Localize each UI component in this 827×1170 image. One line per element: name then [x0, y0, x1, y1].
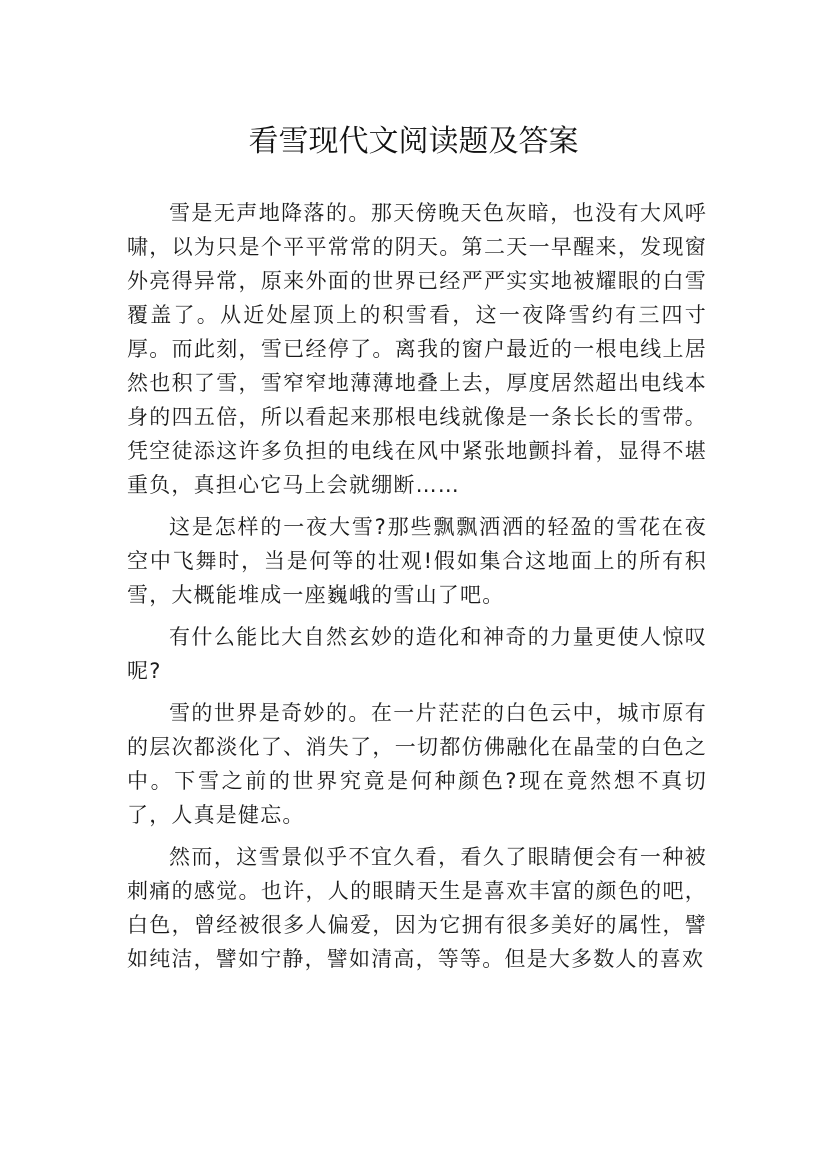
paragraph-4: 雪的世界是奇妙的。在一片茫茫的白色云中，城市原有的层次都淡化了、消失了，一切都仿佛融化在晶莹的白色之中。下雪之前的世界究竟是何种颜色?现在竟然想不真切了，人真是健忘。 [127, 701, 707, 827]
document-title: 看雪现代文阅读题及答案 [248, 124, 579, 160]
paragraph-5: 然而，这雪景似乎不宜久看，看久了眼睛便会有一种被刺痛的感觉。也许，人的眼睛天生是喜欢丰富的颜色的吧，白色，曾经被很多人偏爱，因为它拥有很多美好的属性，譬如纯洁，譬如宁静，譬如清高，等等。但是大多数人的喜欢 [127, 845, 707, 971]
paragraph-2: 这是怎样的一夜大雪?那些飘飘洒洒的轻盈的雪花在夜空中飞舞时，当是何等的壮观!假如集合这地面上的所有积雪，大概能堆成一座巍峨的雪山了吧。 [127, 515, 707, 607]
paragraph-3: 有什么能比大自然玄妙的造化和神奇的力量更使人惊叹呢? [127, 625, 707, 683]
paragraph-1: 雪是无声地降落的。那天傍晚天色灰暗，也没有大风呼啸，以为只是个平平常常的阴天。第二天一早醒来，发现窗外亮得异常，原来外面的世界已经严严实实地被耀眼的白雪覆盖了。从近处屋顶上的积雪看，这一夜降雪约有三四寸厚。而此刻，雪已经停了。离我的窗户最近的一根电线上居然也积了雪，雪窄窄地薄薄地叠上去，厚度居然超出电线本身的四五倍，所以看起来那根电线就像是一条长长的雪带。凭空徒添这许多负担的电线在风中紧张地颤抖着，显得不堪重负，真担心它马上会就绷断…… [127, 201, 707, 497]
document-body [127, 196, 707, 984]
